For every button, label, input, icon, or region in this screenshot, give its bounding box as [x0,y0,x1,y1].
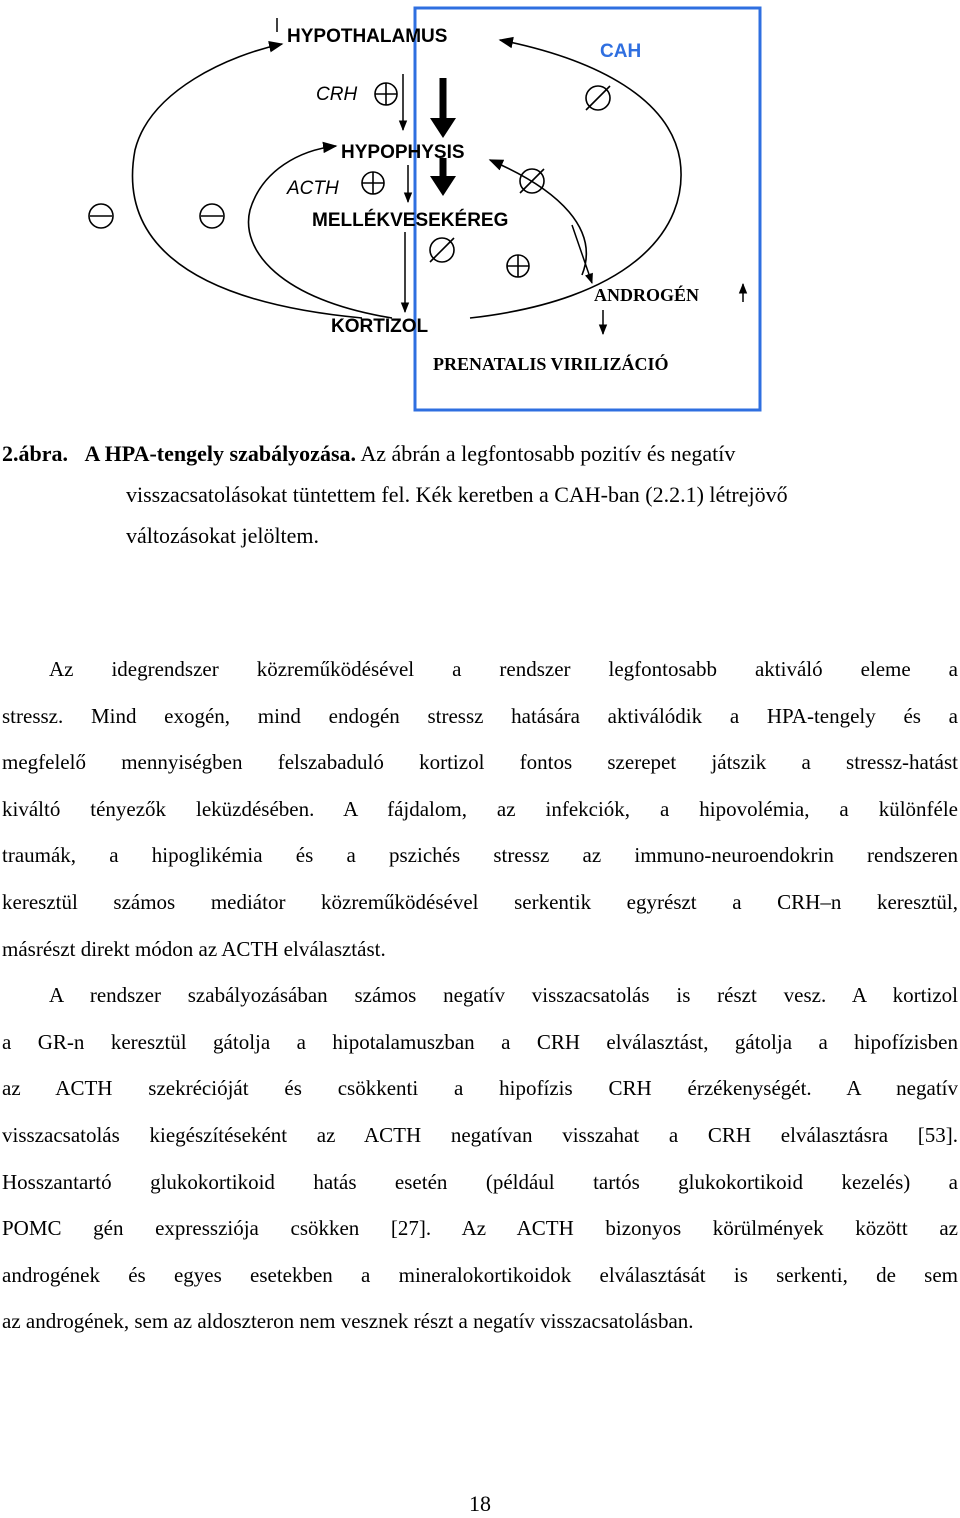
caption-line-2: visszacsatolásokat tüntettem fel. Kék keretben a CAH-ban (2.2.1) létrejövő [126,482,788,507]
body-line: Hosszantartó glukokortikoid hatás esetén (például tartós glukokortikoid kezelés) a [2,1169,958,1194]
body-text [2,646,958,1345]
plus-icon [507,255,529,277]
blocked-icon [430,238,454,262]
body-line: másrészt direkt módon az ACTH elválasztást. [2,936,386,961]
page-number: 18 [469,1491,491,1516]
body-line: visszacsatolás kiegészítéseként az ACTH negatívan visszahat a CRH elválasztásra [53]. [2,1122,958,1147]
androgen-feedback-arc-outer [470,40,681,318]
figure-caption [2,433,942,556]
caption-line1-rest: Az ábrán a legfontosabb pozitív és negatív [360,441,736,466]
minus-icon [200,204,224,228]
body-line: traumák, a hipoglikémia és a pszichés stressz az immuno-neuroendokrin rendszeren [2,843,958,868]
bold-arrowhead-2 [430,176,456,196]
caption-line-3: változásokat jelöltem. [126,523,320,548]
body-line: stressz. Mind exogén, mind endogén stressz hatására aktiválódik a HPA-tengely és a [2,703,958,728]
caption-line-1 [2,433,942,474]
caption-number: 2.ábra. [2,441,68,466]
blocked-icon [586,86,610,110]
label-crh: CRH [316,84,358,105]
plus-icon [362,172,384,194]
label-cah: CAH [600,41,642,62]
body-line: az androgének, sem az aldoszteron nem vesznek részt a negatív visszacsatolásban. [2,1309,694,1334]
bold-arrowhead-1 [430,118,456,138]
body-line: kiváltó tényezők leküzdésében. A fájdalom, az infekciók, a hipovolémia, a különféle [2,796,958,821]
hpa-axis-diagram [0,0,960,420]
body-line: keresztül számos mediátor közreműködésével serkentik egyrészt a CRH–n keresztül, [2,889,958,914]
label-acth: ACTH [287,178,339,199]
label-mellekvesekereg: MELLÉKVESEKÉREG [312,210,509,231]
minus-icon [89,204,113,228]
body-line: a GR-n keresztül gátolja a hipotalamuszban a CRH elválasztást, gátolja a hipofízisben [2,1029,958,1054]
label-androgen: ANDROGÉN [594,285,700,305]
blocked-icon [520,169,544,193]
body-line: Az idegrendszer közreműködésével a rendszer legfontosabb aktiváló eleme a [49,657,958,681]
label-prenatalis: PRENATALIS VIRILIZÁCIÓ [433,354,669,374]
body-line: POMC gén expressziója csökken [27]. Az ACTH bizonyos körülmények között az [2,1216,958,1241]
body-line: androgének és egyes esetekben a mineralokortikoidok elválasztását is serkenti, de sem [2,1262,958,1287]
cah-box [415,8,760,410]
caption-title: A HPA-tengely szabályozása. [84,441,357,466]
plus-icon [375,83,397,105]
label-kortizol: KORTIZOL [331,316,429,337]
body-line: A rendszer szabályozásában számos negatív visszacsatolás is részt vesz. A kortizol [49,983,958,1008]
body-line: megfelelő mennyiségben felszabaduló kortizol fontos szerepet játszik a stressz-hatást [2,750,958,775]
label-hypophysis: HYPOPHYSIS [341,142,465,163]
body-line: az ACTH szekrécióját és csökkenti a hipofízis CRH érzékenységét. A negatív [2,1076,958,1101]
label-hypothalamus: HYPOTHALAMUS [287,26,448,47]
